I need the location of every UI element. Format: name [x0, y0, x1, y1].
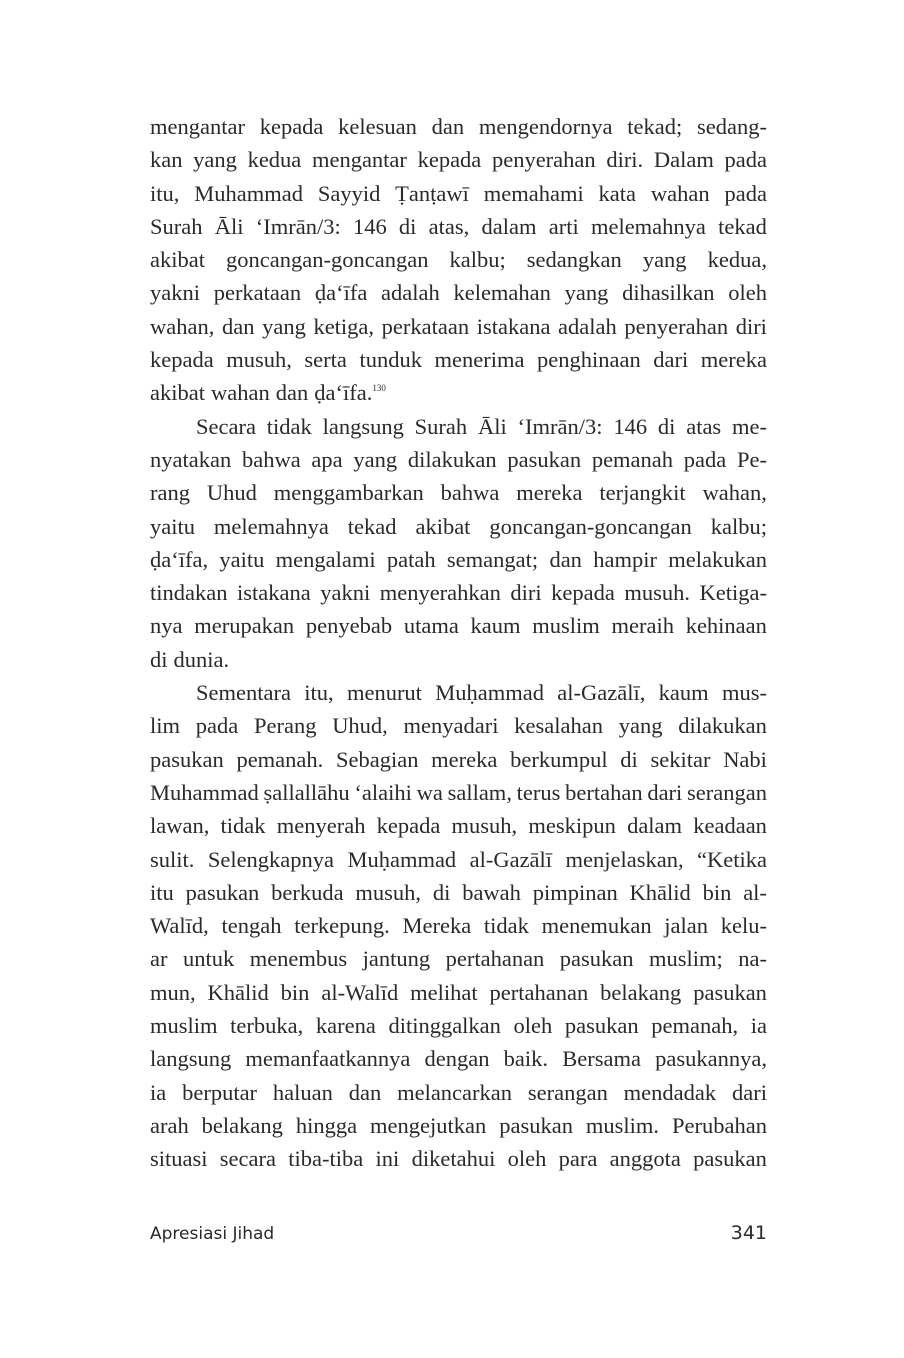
- text-line: akibat wahan dan ḍa‘īfa.$^{130}$: [150, 380, 386, 406]
- text-line: nyatakan bahwa apa yang dilakukan pasukan pemanah pada Pe-: [150, 446, 767, 472]
- text-line: kepada musuh, serta tunduk menerima penghinaan dari mereka: [150, 347, 767, 373]
- text-line: mengantar kepada kelesuan dan mengendornya tekad; sedang-: [150, 114, 767, 139]
- page-footer: [150, 1222, 767, 1244]
- text-line: di dunia.: [150, 646, 230, 672]
- page-number: 341: [730, 1222, 767, 1244]
- text-line: Muhammad ṣallallāhu ‘alaihi wa sallam, terus bertahan dari serangan: [150, 779, 767, 805]
- text-line: akibat goncangan-goncangan kalbu; sedangkan yang kedua,: [150, 247, 767, 273]
- text-line: rang Uhud menggambarkan bahwa mereka terjangkit wahan,: [150, 480, 767, 506]
- text-line: itu pasukan berkuda musuh, di bawah pimpinan Khālid bin al-: [150, 879, 767, 905]
- running-title: Apresiasi Jihad: [150, 1224, 275, 1244]
- text-line: arah belakang hingga mengejutkan pasukan muslim. Perubahan: [150, 1112, 767, 1138]
- text-line: muslim terbuka, karena ditinggalkan oleh pasukan pemanah, ia: [150, 1013, 767, 1039]
- text-line: mun, Khālid bin al-Walīd melihat pertahanan belakang pasukan: [150, 979, 767, 1005]
- text-line: itu, Muhammad Sayyid Ṭanṭawī memahami kata wahan pada: [150, 180, 767, 206]
- text-line: yaitu melemahnya tekad akibat goncangan-goncangan kalbu;: [150, 513, 767, 539]
- text-line: pasukan pemanah. Sebagian mereka berkumpul di sekitar Nabi: [150, 746, 767, 772]
- text-line: kan yang kedua mengantar kepada penyerahan diri. Dalam pada: [150, 147, 767, 173]
- text-line: lawan, tidak menyerah kepada musuh, meskipun dalam keadaan: [150, 813, 767, 839]
- text-line: sulit. Selengkapnya Muḥammad al-Gazālī menjelaskan, “Ketika: [150, 846, 767, 872]
- text-line: yakni perkataan ḍa‘īfa adalah kelemahan yang dihasilkan oleh: [150, 280, 767, 306]
- text-line: langsung memanfaatkannya dengan baik. Bersama pasukannya,: [150, 1046, 767, 1072]
- body-text: [150, 110, 767, 1176]
- text-line: Surah Āli ‘Imrān/3: 146 di atas, dalam arti melemahnya tekad: [150, 213, 767, 239]
- text-line: Sementara itu, menurut Muḥammad al-Gazālī, kaum mus-: [196, 680, 767, 706]
- text-line: lim pada Perang Uhud, menyadari kesalahan yang dilakukan: [150, 713, 767, 739]
- footnote-reference: 130: [372, 383, 386, 394]
- text-line: situasi secara tiba-tiba ini diketahui oleh para anggota pasukan: [150, 1146, 767, 1172]
- text-line: wahan, dan yang ketiga, perkataan istakana adalah penyerahan diri: [150, 313, 767, 339]
- text-line: Walīd, tengah terkepung. Mereka tidak menemukan jalan kelu-: [150, 913, 767, 939]
- text-line: tindakan istakana yakni menyerahkan diri kepada musuh. Ketiga-: [150, 580, 767, 606]
- text-line: ḍa‘īfa, yaitu mengalami patah semangat; dan hampir melakukan: [150, 546, 767, 572]
- text-line: ia berputar haluan dan melancarkan serangan mendadak dari: [150, 1079, 767, 1105]
- text-line: nya merupakan penyebab utama kaum muslim meraih kehinaan: [150, 613, 767, 639]
- text-line: ar untuk menembus jantung pertahanan pasukan muslim; na-: [150, 946, 767, 972]
- text-line: Secara tidak langsung Surah Āli ‘Imrān/3: 146 di atas me-: [196, 413, 767, 439]
